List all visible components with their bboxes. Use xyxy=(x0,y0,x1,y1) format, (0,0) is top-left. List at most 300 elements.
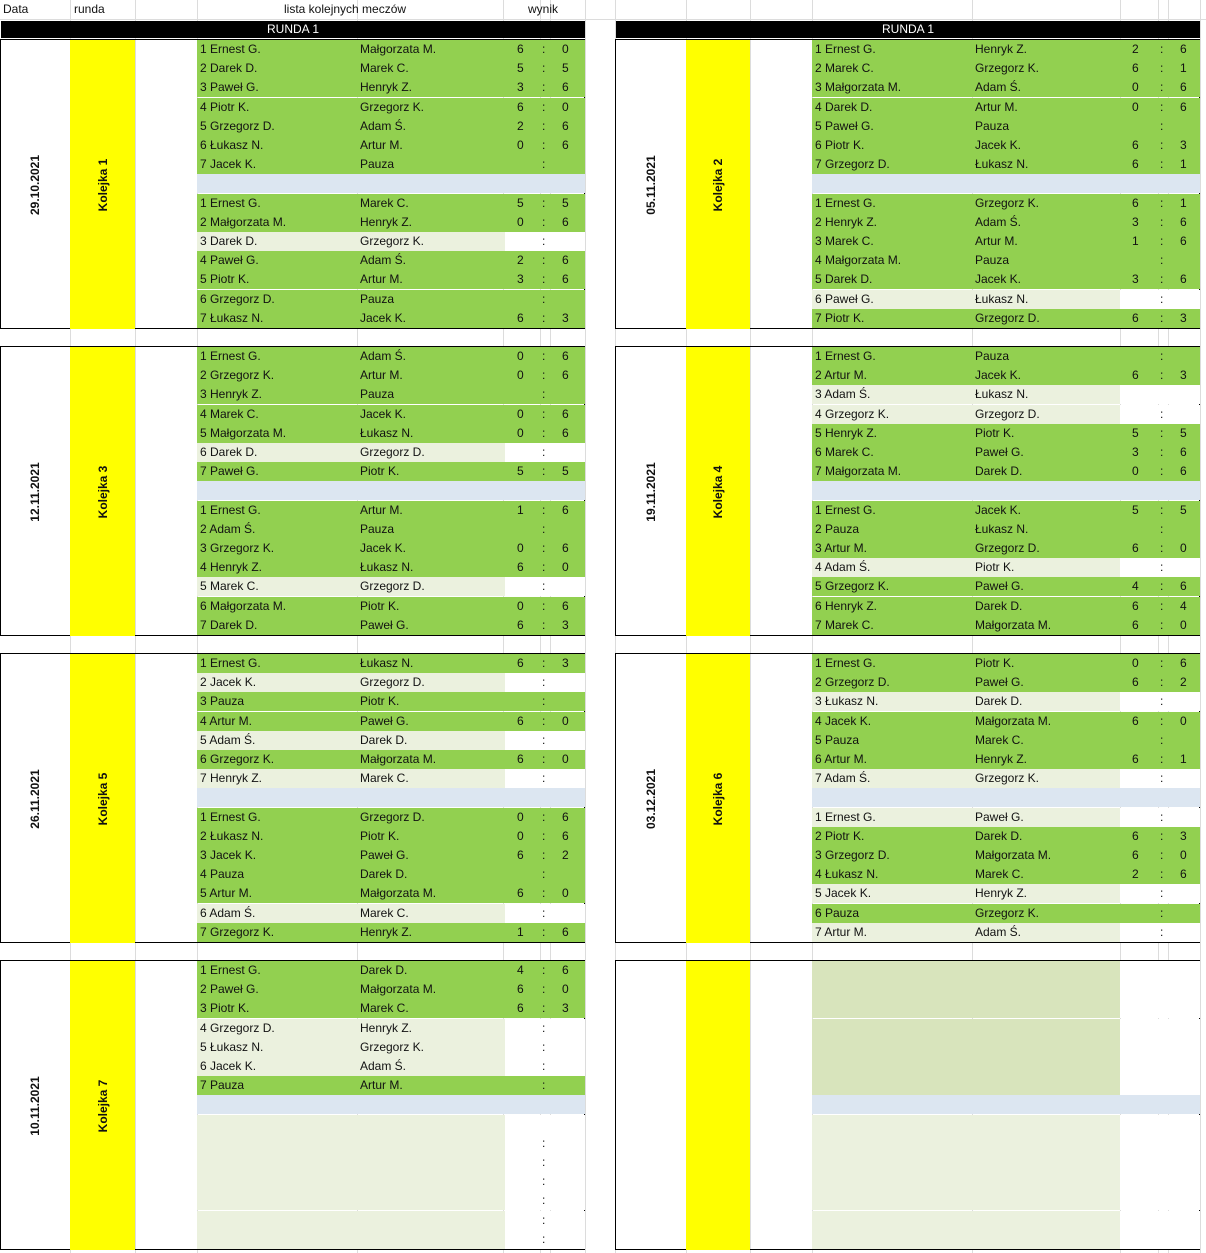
player-away: Grzegorz D. xyxy=(360,675,425,689)
score-home[interactable]: 5 xyxy=(517,464,524,478)
match-row[interactable] xyxy=(197,865,585,884)
score-home[interactable]: 5 xyxy=(1132,426,1139,440)
score-away[interactable]: 6 xyxy=(562,138,569,152)
score-home[interactable]: 6 xyxy=(517,1001,524,1015)
separator-row xyxy=(197,481,585,500)
kolejka-cell xyxy=(686,654,750,943)
match-row[interactable] xyxy=(812,1153,1200,1172)
player-away: Pauza xyxy=(360,387,395,401)
score-away[interactable]: 5 xyxy=(562,464,569,478)
match-row[interactable] xyxy=(812,194,1200,213)
player-home: 2 Adam Ś. xyxy=(200,522,256,536)
match-row[interactable] xyxy=(812,520,1200,539)
score-away[interactable]: 3 xyxy=(1180,138,1187,152)
score-away[interactable]: 3 xyxy=(562,618,569,632)
match-row[interactable] xyxy=(197,1134,585,1153)
score-home[interactable]: 5 xyxy=(1132,503,1139,517)
score-away[interactable]: 6 xyxy=(1180,464,1187,478)
match-row[interactable] xyxy=(812,1134,1200,1153)
score-home[interactable]: 6 xyxy=(1132,368,1139,382)
match-row[interactable] xyxy=(812,923,1200,942)
score-away[interactable]: 0 xyxy=(562,42,569,56)
match-row[interactable] xyxy=(197,769,585,788)
score-home[interactable]: 0 xyxy=(517,349,524,363)
player-away: Jacek K. xyxy=(975,368,1022,382)
player-away: Piotr K. xyxy=(360,694,400,708)
date-cell xyxy=(0,40,70,329)
score-home[interactable]: 5 xyxy=(517,196,524,210)
player-away: Grzegorz D. xyxy=(975,311,1040,325)
match-row[interactable] xyxy=(812,136,1200,155)
score-home[interactable]: 1 xyxy=(517,925,524,939)
match-row[interactable] xyxy=(812,999,1200,1018)
score-away[interactable]: 3 xyxy=(1180,368,1187,382)
match-row[interactable] xyxy=(197,999,585,1018)
match-row[interactable] xyxy=(812,731,1200,750)
match-row[interactable] xyxy=(812,1057,1200,1076)
score-away[interactable]: 0 xyxy=(1180,618,1187,632)
score-away[interactable]: 6 xyxy=(562,272,569,286)
score-home[interactable]: 3 xyxy=(517,80,524,94)
match-row[interactable] xyxy=(812,1211,1200,1230)
match-row[interactable] xyxy=(197,405,585,424)
score-home[interactable]: 6 xyxy=(517,656,524,670)
score-home[interactable]: 2 xyxy=(517,253,524,267)
score-away[interactable]: 0 xyxy=(562,982,569,996)
match-row[interactable] xyxy=(197,1230,585,1249)
score-home[interactable]: 6 xyxy=(517,982,524,996)
score-home[interactable]: 4 xyxy=(1132,579,1139,593)
score-away[interactable]: 6 xyxy=(562,829,569,843)
score-home[interactable]: 2 xyxy=(517,119,524,133)
score-away[interactable]: 1 xyxy=(1180,157,1187,171)
match-row[interactable] xyxy=(197,270,585,289)
match-row[interactable] xyxy=(812,539,1200,558)
score-home[interactable]: 6 xyxy=(1132,157,1139,171)
score-home[interactable]: 2 xyxy=(1132,867,1139,881)
score-away[interactable]: 3 xyxy=(562,1001,569,1015)
score-separator: : xyxy=(542,503,546,517)
row-fill xyxy=(197,1115,505,1134)
score-home[interactable]: 0 xyxy=(517,599,524,613)
match-row[interactable] xyxy=(197,673,585,692)
match-row[interactable] xyxy=(197,520,585,539)
match-row[interactable] xyxy=(812,290,1200,309)
score-away[interactable]: 1 xyxy=(1180,61,1187,75)
match-row[interactable] xyxy=(197,539,585,558)
score-away[interactable]: 3 xyxy=(562,311,569,325)
score-home[interactable]: 0 xyxy=(517,138,524,152)
score-home[interactable]: 6 xyxy=(1132,829,1139,843)
match-row[interactable] xyxy=(812,78,1200,97)
header-runda-label: runda xyxy=(74,2,105,16)
match-row[interactable] xyxy=(197,904,585,923)
match-row[interactable] xyxy=(812,827,1200,846)
match-row[interactable] xyxy=(197,923,585,942)
score-home[interactable]: 5 xyxy=(517,61,524,75)
match-row[interactable] xyxy=(197,597,585,616)
score-home[interactable]: 6 xyxy=(1132,196,1139,210)
score-home[interactable]: 6 xyxy=(1132,714,1139,728)
score-home[interactable]: 6 xyxy=(1132,848,1139,862)
row-fill xyxy=(812,1230,1120,1249)
match-row[interactable] xyxy=(197,155,585,174)
score-away[interactable]: 6 xyxy=(562,963,569,977)
match-row[interactable] xyxy=(197,462,585,481)
score-home[interactable]: 6 xyxy=(1132,541,1139,555)
score-away[interactable]: 6 xyxy=(1180,656,1187,670)
match-row[interactable] xyxy=(197,1057,585,1076)
score-home[interactable]: 3 xyxy=(1132,445,1139,459)
player-away: Henryk Z. xyxy=(360,215,413,229)
match-row[interactable] xyxy=(197,1172,585,1191)
score-home[interactable]: 6 xyxy=(1132,599,1139,613)
match-row[interactable] xyxy=(197,117,585,136)
score-away[interactable]: 6 xyxy=(562,599,569,613)
match-row[interactable] xyxy=(812,270,1200,289)
match-row[interactable] xyxy=(197,251,585,270)
score-away[interactable]: 5 xyxy=(562,196,569,210)
score-away[interactable]: 6 xyxy=(562,925,569,939)
score-away[interactable]: 6 xyxy=(562,368,569,382)
match-row[interactable] xyxy=(812,501,1200,520)
score-separator: : xyxy=(1160,829,1164,843)
player-home: 7 Henryk Z. xyxy=(200,771,263,785)
player-home: 1 Ernest G. xyxy=(200,42,261,56)
player-home: 1 Ernest G. xyxy=(815,42,876,56)
kolejka-label: Kolejka 7 xyxy=(95,1079,110,1132)
player-home: 1 Ernest G. xyxy=(815,656,876,670)
score-home[interactable]: 6 xyxy=(517,848,524,862)
match-row[interactable] xyxy=(197,40,585,59)
score-away[interactable]: 0 xyxy=(1180,541,1187,555)
match-row[interactable] xyxy=(197,232,585,251)
score-away[interactable]: 1 xyxy=(1180,752,1187,766)
match-row[interactable] xyxy=(812,808,1200,827)
score-separator: : xyxy=(1160,80,1164,94)
match-row[interactable] xyxy=(197,1153,585,1172)
score-away[interactable]: 6 xyxy=(562,541,569,555)
score-home[interactable]: 6 xyxy=(517,752,524,766)
match-row[interactable] xyxy=(197,501,585,520)
score-home[interactable]: 1 xyxy=(1132,234,1139,248)
match-row[interactable] xyxy=(197,577,585,596)
player-away: Pauza xyxy=(360,522,395,536)
row-fill xyxy=(812,999,1120,1018)
match-row[interactable] xyxy=(812,251,1200,270)
score-away[interactable]: 6 xyxy=(562,407,569,421)
score-away[interactable]: 0 xyxy=(562,714,569,728)
match-row[interactable] xyxy=(812,385,1200,404)
match-row[interactable] xyxy=(812,347,1200,366)
player-away: Artur M. xyxy=(360,1078,403,1092)
match-row[interactable] xyxy=(197,961,585,980)
kolejka-cell xyxy=(70,347,135,636)
match-row[interactable] xyxy=(812,40,1200,59)
score-home[interactable]: 6 xyxy=(517,886,524,900)
match-row[interactable] xyxy=(812,443,1200,462)
score-away[interactable]: 6 xyxy=(562,349,569,363)
score-away[interactable]: 6 xyxy=(562,810,569,824)
match-row[interactable] xyxy=(812,597,1200,616)
match-row[interactable] xyxy=(812,904,1200,923)
player-away: Artur M. xyxy=(975,234,1018,248)
score-separator: : xyxy=(1160,349,1164,363)
match-row[interactable] xyxy=(812,980,1200,999)
score-away[interactable]: 1 xyxy=(1180,196,1187,210)
score-away[interactable]: 6 xyxy=(1180,445,1187,459)
match-row[interactable] xyxy=(197,654,585,673)
header-result-label: wynik xyxy=(528,2,559,16)
score-home[interactable]: 6 xyxy=(1132,61,1139,75)
match-row[interactable] xyxy=(812,577,1200,596)
match-row[interactable] xyxy=(812,462,1200,481)
score-home[interactable]: 6 xyxy=(1132,752,1139,766)
player-home: 5 Małgorzata M. xyxy=(200,426,287,440)
score-separator: : xyxy=(1160,886,1164,900)
match-row[interactable] xyxy=(197,846,585,865)
player-away: Małgorzata M. xyxy=(975,618,1052,632)
match-row[interactable] xyxy=(197,290,585,309)
player-home: 4 Grzegorz D. xyxy=(200,1021,275,1035)
match-row[interactable] xyxy=(812,673,1200,692)
match-row[interactable] xyxy=(197,1115,585,1134)
match-row[interactable] xyxy=(812,846,1200,865)
player-away: Henryk Z. xyxy=(360,80,413,94)
row-fill xyxy=(505,1115,585,1134)
player-away: Paweł G. xyxy=(360,848,409,862)
player-home: 1 Ernest G. xyxy=(200,196,261,210)
match-row[interactable] xyxy=(197,750,585,769)
score-home[interactable]: 6 xyxy=(517,618,524,632)
player-away: Adam Ś. xyxy=(360,119,407,133)
score-away[interactable]: 6 xyxy=(1180,42,1187,56)
match-row[interactable] xyxy=(812,117,1200,136)
match-row[interactable] xyxy=(812,616,1200,635)
score-separator: : xyxy=(1160,464,1164,478)
score-home[interactable]: 0 xyxy=(517,829,524,843)
score-home[interactable]: 6 xyxy=(517,100,524,114)
match-row[interactable] xyxy=(197,309,585,328)
match-row[interactable] xyxy=(197,1191,585,1210)
match-row[interactable] xyxy=(812,98,1200,117)
row-fill xyxy=(1120,980,1200,999)
score-home[interactable]: 0 xyxy=(517,541,524,555)
score-home[interactable]: 6 xyxy=(1132,138,1139,152)
match-row[interactable] xyxy=(197,884,585,903)
match-row[interactable] xyxy=(197,347,585,366)
score-away[interactable]: 6 xyxy=(1180,272,1187,286)
score-away[interactable]: 6 xyxy=(1180,80,1187,94)
score-away[interactable]: 6 xyxy=(562,503,569,517)
player-away: Artur M. xyxy=(360,503,403,517)
player-home: 2 Grzegorz K. xyxy=(200,368,275,382)
kolejka-label: Kolejka 4 xyxy=(711,465,725,518)
score-away[interactable]: 2 xyxy=(1180,675,1187,689)
match-row[interactable] xyxy=(197,194,585,213)
row-fill xyxy=(1120,1057,1200,1076)
player-away: Henryk Z. xyxy=(360,925,413,939)
score-home[interactable]: 0 xyxy=(517,368,524,382)
row-fill xyxy=(197,1211,505,1230)
score-away[interactable]: 5 xyxy=(562,61,569,75)
row-fill xyxy=(1120,1153,1200,1172)
score-home[interactable]: 0 xyxy=(1132,80,1139,94)
match-row[interactable] xyxy=(812,750,1200,769)
match-row[interactable] xyxy=(812,309,1200,328)
date-label: 12.11.2021 xyxy=(28,461,42,522)
score-home[interactable]: 0 xyxy=(517,810,524,824)
match-row[interactable] xyxy=(812,232,1200,251)
score-away[interactable]: 3 xyxy=(1180,311,1187,325)
score-home[interactable]: 3 xyxy=(1132,272,1139,286)
score-away[interactable]: 6 xyxy=(1180,579,1187,593)
match-row[interactable] xyxy=(812,424,1200,443)
score-away[interactable]: 0 xyxy=(1180,848,1187,862)
match-row[interactable] xyxy=(197,712,585,731)
score-away[interactable]: 6 xyxy=(562,426,569,440)
score-home[interactable]: 0 xyxy=(1132,464,1139,478)
match-row[interactable] xyxy=(812,1191,1200,1210)
score-away[interactable]: 3 xyxy=(1180,829,1187,843)
match-row[interactable] xyxy=(812,1115,1200,1134)
match-row[interactable] xyxy=(812,1076,1200,1095)
match-row[interactable] xyxy=(197,366,585,385)
score-away[interactable]: 0 xyxy=(562,752,569,766)
score-away[interactable]: 6 xyxy=(562,119,569,133)
match-row[interactable] xyxy=(197,136,585,155)
player-away: Jacek K. xyxy=(975,138,1022,152)
score-home[interactable]: 0 xyxy=(517,407,524,421)
match-row[interactable] xyxy=(197,78,585,97)
match-row[interactable] xyxy=(812,366,1200,385)
match-row[interactable] xyxy=(812,865,1200,884)
score-separator: : xyxy=(542,1001,546,1015)
match-row[interactable] xyxy=(197,558,585,577)
match-row[interactable] xyxy=(812,712,1200,731)
match-row[interactable] xyxy=(812,1230,1200,1249)
score-away[interactable]: 6 xyxy=(562,80,569,94)
row-fill xyxy=(197,1153,505,1172)
match-row[interactable] xyxy=(812,1019,1200,1038)
match-row[interactable] xyxy=(812,961,1200,980)
match-row[interactable] xyxy=(197,616,585,635)
score-separator: : xyxy=(542,714,546,728)
match-row[interactable] xyxy=(197,692,585,711)
score-home[interactable]: 1 xyxy=(517,503,524,517)
match-row[interactable] xyxy=(197,1076,585,1095)
player-home: 6 Henryk Z. xyxy=(815,599,878,613)
score-away[interactable]: 6 xyxy=(1180,234,1187,248)
match-row[interactable] xyxy=(197,1038,585,1057)
match-row[interactable] xyxy=(812,405,1200,424)
player-home: 3 Pauza xyxy=(200,694,245,708)
score-home[interactable]: 3 xyxy=(517,272,524,286)
score-home[interactable]: 6 xyxy=(1132,311,1139,325)
score-home[interactable]: 6 xyxy=(517,714,524,728)
match-row[interactable] xyxy=(197,808,585,827)
match-row[interactable] xyxy=(812,1038,1200,1057)
score-home[interactable]: 6 xyxy=(517,560,524,574)
score-away[interactable]: 6 xyxy=(562,253,569,267)
match-row[interactable] xyxy=(812,558,1200,577)
score-home[interactable]: 2 xyxy=(1132,42,1139,56)
score-away[interactable]: 6 xyxy=(562,215,569,229)
score-home[interactable]: 6 xyxy=(1132,618,1139,632)
score-home[interactable]: 0 xyxy=(517,426,524,440)
score-home[interactable]: 0 xyxy=(1132,656,1139,670)
score-separator: : xyxy=(542,100,546,114)
match-row[interactable] xyxy=(197,980,585,999)
score-home[interactable]: 4 xyxy=(517,963,524,977)
score-home[interactable]: 3 xyxy=(1132,215,1139,229)
score-away[interactable]: 0 xyxy=(562,100,569,114)
row-fill xyxy=(812,1115,1120,1134)
score-home[interactable]: 6 xyxy=(517,42,524,56)
score-separator: : xyxy=(1160,599,1164,613)
player-away: Pauza xyxy=(975,349,1010,363)
match-row[interactable] xyxy=(197,59,585,78)
score-away[interactable]: 6 xyxy=(1180,867,1187,881)
score-away[interactable]: 6 xyxy=(1180,215,1187,229)
player-home: 7 Artur M. xyxy=(815,925,868,939)
match-row[interactable] xyxy=(812,155,1200,174)
match-row[interactable] xyxy=(812,213,1200,232)
score-home[interactable]: 6 xyxy=(1132,675,1139,689)
score-home[interactable]: 0 xyxy=(1132,100,1139,114)
match-row[interactable] xyxy=(812,59,1200,78)
player-away: Paweł G. xyxy=(975,810,1024,824)
player-away: Piotr K. xyxy=(975,560,1015,574)
match-row[interactable] xyxy=(197,827,585,846)
match-row[interactable] xyxy=(197,1019,585,1038)
score-away[interactable]: 5 xyxy=(1180,503,1187,517)
score-home[interactable]: 6 xyxy=(517,311,524,325)
match-row[interactable] xyxy=(812,884,1200,903)
player-home: 6 Pauza xyxy=(815,906,860,920)
match-row[interactable] xyxy=(197,213,585,232)
player-home: 3 Darek D. xyxy=(200,234,258,248)
score-away[interactable]: 3 xyxy=(562,656,569,670)
player-away: Pauza xyxy=(975,253,1010,267)
score-away[interactable]: 0 xyxy=(1180,714,1187,728)
score-separator: : xyxy=(542,1174,546,1188)
match-row[interactable] xyxy=(197,731,585,750)
score-away[interactable]: 2 xyxy=(562,848,569,862)
score-away[interactable]: 6 xyxy=(1180,100,1187,114)
match-row[interactable] xyxy=(197,1211,585,1230)
separator-row xyxy=(812,788,1200,807)
match-row[interactable] xyxy=(812,769,1200,788)
match-row[interactable] xyxy=(197,98,585,117)
date-cell xyxy=(0,347,70,636)
match-row[interactable] xyxy=(197,424,585,443)
match-row[interactable] xyxy=(812,1172,1200,1191)
score-away[interactable]: 4 xyxy=(1180,599,1187,613)
match-row[interactable] xyxy=(197,443,585,462)
score-home[interactable]: 0 xyxy=(517,215,524,229)
score-separator: : xyxy=(542,292,546,306)
player-home: 3 Grzegorz K. xyxy=(200,541,275,555)
score-away[interactable]: 0 xyxy=(562,886,569,900)
score-separator: : xyxy=(542,1232,546,1246)
match-row[interactable] xyxy=(812,654,1200,673)
grid-line xyxy=(1200,0,1201,1253)
score-away[interactable]: 0 xyxy=(562,560,569,574)
match-row[interactable] xyxy=(812,692,1200,711)
score-away[interactable]: 5 xyxy=(1180,426,1187,440)
match-row[interactable] xyxy=(197,385,585,404)
